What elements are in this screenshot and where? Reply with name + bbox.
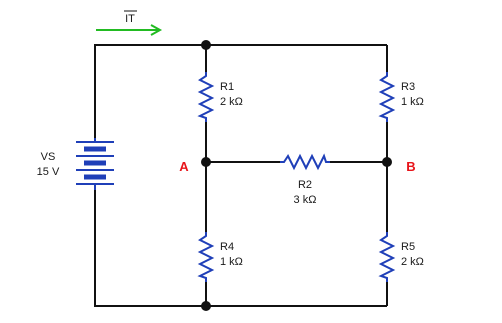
- junction-b: [382, 157, 392, 167]
- r4-name: R4: [220, 241, 235, 253]
- current-label: IT: [125, 13, 135, 25]
- r1-name: R1: [220, 81, 235, 93]
- resistor-r2: [280, 156, 330, 168]
- r1-value: 2 kΩ: [220, 96, 243, 108]
- resistor-r4: [200, 232, 212, 282]
- junction-bottom: [201, 301, 211, 311]
- source-value: 15 V: [36, 166, 60, 178]
- resistor-r3: [381, 72, 393, 122]
- current-arrow: [96, 11, 160, 35]
- r2-value: 3 kΩ: [293, 194, 317, 206]
- r3-value: 1 kΩ: [401, 96, 424, 108]
- node-a-label: A: [179, 159, 189, 174]
- r5-name: R5: [401, 241, 416, 253]
- resistor-r5: [381, 232, 393, 282]
- r4-value: 1 kΩ: [220, 256, 243, 268]
- resistor-r1: [200, 72, 212, 122]
- junction-top: [201, 40, 211, 50]
- battery-vs: [76, 138, 114, 190]
- r3-name: R3: [401, 81, 416, 93]
- r2-name: R2: [297, 179, 313, 191]
- wire-left-bottom: [95, 190, 206, 306]
- junction-a: [201, 157, 211, 167]
- r5-value: 2 kΩ: [401, 256, 424, 268]
- node-b-label: B: [406, 159, 416, 174]
- source-name: VS: [40, 151, 56, 163]
- wire-left-top: [95, 45, 206, 138]
